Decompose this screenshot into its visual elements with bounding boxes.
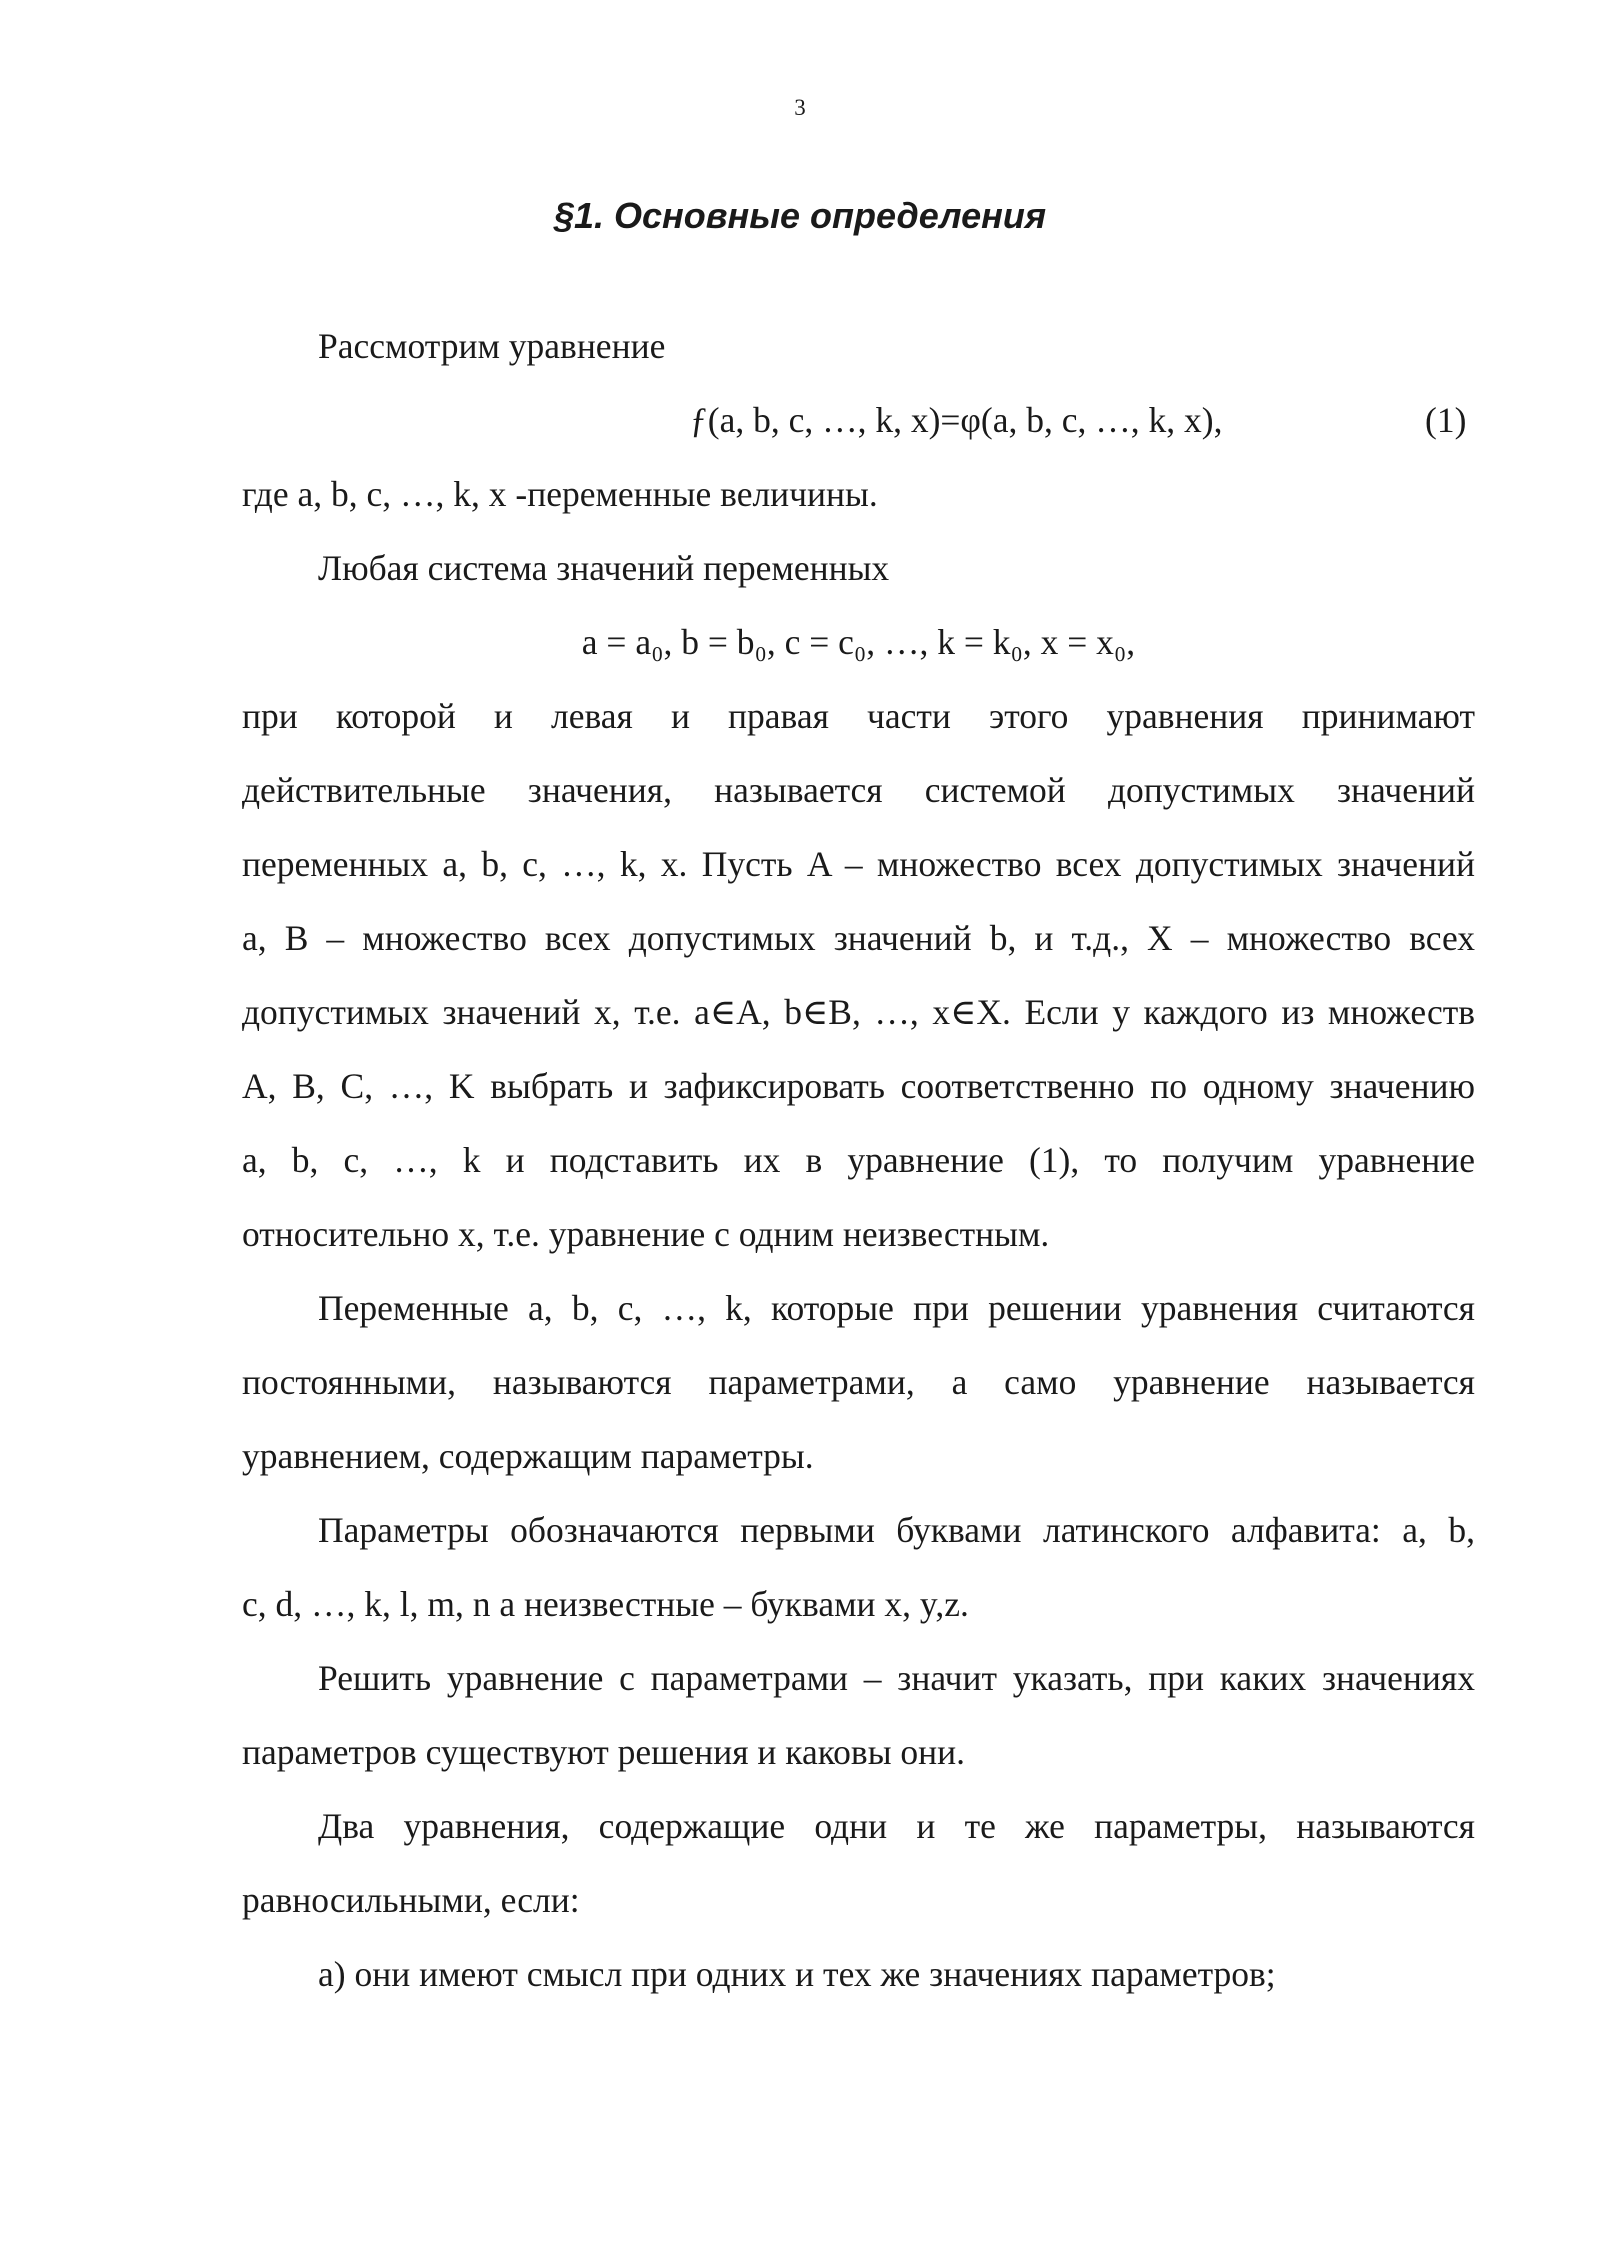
paragraph-line: допустимых значений x, т.е. a∈A, b∈B, …, x∈X. Если у каждого из множеств: [242, 992, 1475, 1032]
paragraph-line: постоянными, называются параметрами, а само уравнение называется: [242, 1362, 1475, 1402]
paragraph-line: a, b, c, …, k и подставить их в уравнение (1), то получим уравнение: [242, 1140, 1475, 1180]
paragraph-line: где a, b, c, …, k, x -переменные величины.: [242, 474, 878, 514]
paragraph-line: при которой и левая и правая части этого уравнения принимают: [242, 696, 1475, 736]
paragraph-line: параметров существуют решения и каковы они.: [242, 1732, 966, 1772]
section-heading: §1. Основные определения: [553, 195, 1047, 236]
paragraph-line: Любая система значений переменных: [318, 548, 890, 588]
paragraph-line: равносильными, если:: [242, 1880, 580, 1920]
paragraph-line: Два уравнения, содержащие одни и те же параметры, называются: [318, 1806, 1475, 1846]
paragraph-line: a, B – множество всех допустимых значений b, и т.д., X – множество всех: [242, 918, 1475, 958]
paragraph-line: Параметры обозначаются первыми буквами латинского алфавита: a, b,: [318, 1510, 1475, 1550]
paragraph-line: Переменные a, b, c, …, k, которые при решении уравнения считаются: [318, 1288, 1475, 1328]
list-item: а) они имеют смысл при одних и тех же значениях параметров;: [318, 1954, 1276, 1994]
equation-formula: ƒ(a, b, c, …, k, x)=φ(a, b, c, …, k, x),: [690, 400, 1223, 440]
paragraph-line: Решить уравнение с параметрами – значит указать, при каких значениях: [318, 1658, 1475, 1698]
paragraph-line: уравнением, содержащим параметры.: [242, 1436, 814, 1476]
equation-number: (1): [1425, 400, 1467, 440]
page-number: 3: [794, 95, 806, 120]
paragraph-line: Рассмотрим уравнение: [318, 326, 666, 366]
paragraph-line: A, B, C, …, K выбрать и зафиксировать соответственно по одному значению: [242, 1066, 1475, 1106]
paragraph-line: переменных a, b, c, …, k, x. Пусть A – множество всех допустимых значений: [242, 844, 1475, 884]
paragraph-line: c, d, …, k, l, m, n а неизвестные – буквами x, y,z.: [242, 1584, 969, 1624]
paragraph-line: действительные значения, называется системой допустимых значений: [242, 770, 1475, 810]
values-formula: a = a₀, b = b₀, c = c₀, …, k = k₀, x = x₀,: [581, 622, 1136, 662]
paragraph-line: относительно x, т.е. уравнение с одним неизвестным.: [242, 1214, 1050, 1254]
